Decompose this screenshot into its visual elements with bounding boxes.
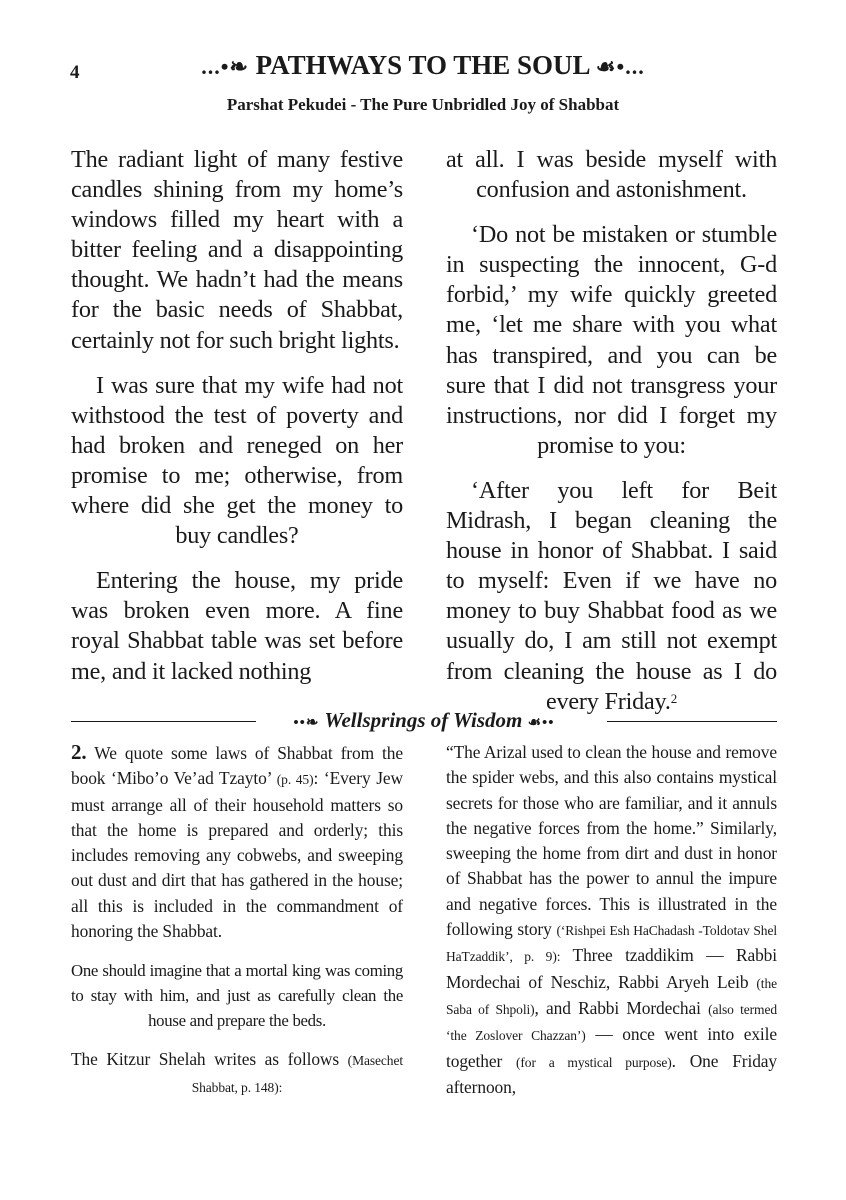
note-text: The Kitzur Shelah writes as follows [71, 1049, 340, 1070]
main-paragraph: Entering the house, my pride was broken even more. A fine royal Shabbat table was set before me, and it lacked nothing [71, 567, 403, 685]
divider-heading [71, 708, 777, 733]
note-reference: (for a mystical purpose) [516, 1054, 672, 1070]
note-paragraph [71, 740, 403, 944]
divider-right-flourish-ornament: ☙•• [527, 715, 555, 731]
note-paragraph [446, 740, 777, 1100]
note-reference: (also termed ‘the Zoslover Chazzan’) [446, 1001, 777, 1044]
footnote-marker: 2 [670, 690, 678, 706]
note-paragraph [71, 1047, 403, 1100]
note-paragraph: One should imagine that a mortal king was coming to stay with him, and just as carefully clean the house and prepare the beds. [71, 961, 403, 1031]
main-paragraph-text: ‘After you left for Beit Midrash, I began cleaning the house in honor of Shabbat. I said to myself: Even if we have no money to buy Shabbat food as we usually do, I am still not exempt from cleaning the house as I do every Friday. [446, 476, 777, 715]
main-text-left-column [71, 145, 403, 702]
note-text: Three tzaddikim — Rabbi Mordechai of Neschiz, Rabbi Aryeh Leib [446, 945, 777, 992]
note-text: “The Arizal used to clean the house and remove the spider webs, and this also contains mystical secrets for those who are familiar, and it annuls the negative forces from the home.” Similarly, sweeping the home from dirt and dust in honor of Shabbat has the power to annul the impure and negative forces. This is illustrated in the following story [446, 742, 777, 940]
main-paragraph: The radiant light of many festive candles shining from my home’s windows filled my heart with a bitter feeling and a disappointing thought. We hadn’t had the means for the basic needs of Shabbat, certainly not for such bright lights. [71, 146, 403, 354]
note-text: . One Friday afternoon, [446, 1050, 778, 1097]
main-paragraph: I was sure that my wife had not withstood the test of poverty and had broken and reneged on her promise to me; otherwise, from where did she get the money to buy candles? [71, 371, 403, 550]
section-divider [71, 708, 777, 736]
divider-left-flourish-ornament: ••❧ [293, 715, 320, 731]
note-text: — once went into exile together [446, 1024, 777, 1071]
book-title: PATHWAYS TO THE SOUL [255, 50, 590, 80]
main-text-right-column [446, 145, 777, 732]
note-reference: (‘Rishpei Esh HaChadash -Toldotav Shel HaTzaddik’, p. 9): [446, 923, 777, 965]
notes-left-column [71, 740, 403, 1114]
main-paragraph: ‘Do not be mistaken or stumble in suspecting the innocent, G-d forbid,’ my wife quickly greeted me, ‘let me share with you what has transpired, and you can be sure that I did not transgress your instructions, nor did I forget my promise to you: [446, 221, 777, 459]
main-paragraph: at all. I was beside myself with confusion and astonishment. [446, 146, 777, 204]
right-flourish-ornament: ☙•... [595, 54, 645, 79]
note-text: : ‘Every Jew must arrange all of their household matters so that the home is prepared and orderly; this includes removing any cobwebs, and sweeping out dust and dirt that has gathered in the house; all this is included in the commandment of honoring the Shabbat. [71, 768, 403, 942]
note-number: 2. [71, 740, 87, 764]
divider-heading-text: Wellsprings of Wisdom [324, 708, 523, 732]
main-paragraph [446, 476, 777, 717]
notes-right-column [446, 740, 777, 1114]
note-reference: (p. 45) [276, 772, 314, 788]
note-text: We quote some laws of Shabbat from the book ‘Mibo’o Ve’ad Tzayto’ [71, 743, 403, 789]
note-reference: (Masechet Shabbat, p. 148): [191, 1053, 403, 1095]
note-text: , and Rabbi Mordechai [534, 997, 701, 1018]
chapter-subtitle: Parshat Pekudei - The Pure Unbridled Joy of Shabbat [226, 95, 620, 114]
left-flourish-ornament: ...•❧ [201, 54, 249, 79]
note-reference: (the Saba of Shpoli) [446, 975, 777, 1017]
running-header-title [130, 50, 716, 81]
page-number: 4 [70, 62, 80, 83]
